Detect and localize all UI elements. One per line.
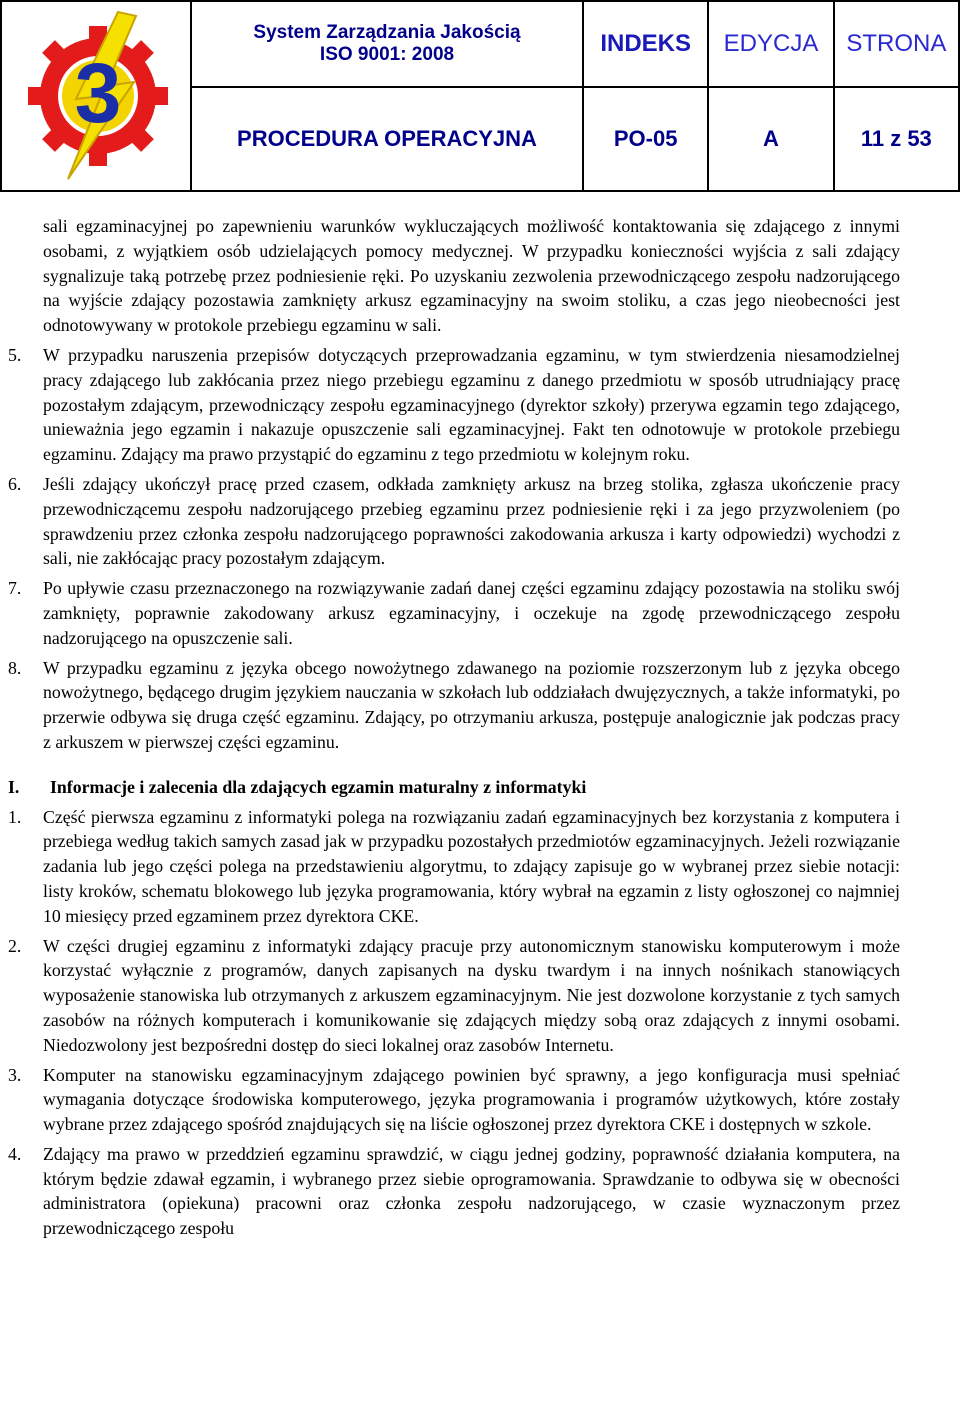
- list-item-number: 4.: [8, 1143, 22, 1164]
- system-line-1: System Zarządzania Jakością: [253, 22, 521, 43]
- list-item-number: 7.: [8, 578, 22, 599]
- list-item-text: Część pierwsza egzaminu z informatyki polega na rozwiązaniu zadań egzaminacyjnych bez korzystania z komputera i przebiega według takich samych zasad jak w przypadku pozostałych przedmiotów egzaminacyjnych. Jeżeli rozwiązanie zadania lub jego części polega na przedstawieniu algorytmu, to zdający zapisuje go w wybranej przez siebie notacji: listy kroków, schematu blokowego lub języka programowania, który wybrał na egzamin z listy ogłoszonej co najmniej 10 miesięcy przed egzaminem przez dyrektora CKE.: [43, 806, 900, 926]
- list-item-text: Zdający ma prawo w przeddzień egzaminu sprawdzić, w ciągu jednej godziny, poprawność działania komputera, na którym będzie zdawał egzamin, i wybranego przez siebie oprogramowania. Sprawdzanie to odbywa się w obecności administratora (opiekuna) pracowni oraz członka zespołu nadzorującego, w czasie wyznaczonym przez przewodniczącego zespołu: [43, 1143, 900, 1239]
- list-item-text: W części drugiej egzaminu z informatyki zdający pracuje przy autonomicznym stanowisku komputerowym i może korzystać wyłącznie z programów, danych zapisanych na dysku twardym i na innych nośnikach stanowiących wyposażenie stanowiska lub otrzymanych z arkuszem egzaminacyjnym. Nie jest dozwolone korzystanie z tych samych zasobów na różnych komputerach i komunikowanie się zdających między sobą oraz zdających z innymi osobami. Niedozwolony jest bezpośredni dostęp do sieci lokalnej oraz zasobów Internetu.: [43, 935, 900, 1055]
- list-item: [8, 472, 900, 571]
- list-item: [8, 1063, 900, 1137]
- list-item-number: 5.: [8, 344, 22, 365]
- edition-label: EDYCJA: [708, 1, 833, 87]
- section-number: I.: [8, 776, 20, 797]
- list-item-number: 1.: [8, 806, 22, 827]
- list-item: [8, 934, 900, 1058]
- edition-value: A: [708, 87, 833, 191]
- list-item-text: Komputer na stanowisku egzaminacyjnym zdającego powinien być sprawny, a jego konfiguracja musi spełniać wymagania dotyczące środowiska komputerowego, języka programowania i programów użytkowych, które zostały wybrane przez zdającego spośród znajdujących się na liście ogłoszonej przez dyrektora CKE i dostępnych w szkole.: [43, 1064, 900, 1135]
- list-item-text: W przypadku egzaminu z języka obcego nowożytnego zdawanego na poziomie rozszerzonym lub z języka obcego nowożytnego, będącego drugim językiem nauczania w szkołach lub oddziałach dwujęzycznych, a także informatyki, po przerwie odbywa się druga część egzaminu. Zdający, po otrzymaniu arkusza, postępuje analogicznie jak podczas pracy z arkuszem w pierwszej części egzaminu.: [43, 657, 900, 752]
- procedure-label: PROCEDURA OPERACYJNA: [191, 87, 583, 191]
- list-item-number: 8.: [8, 657, 22, 678]
- list-item-text: W przypadku naruszenia przepisów dotyczących przeprowadzania egzaminu, w tym stwierdzenia niesamodzielnej pracy zdającego lub zakłócania przez niego przebiegu egzaminu z danego przedmiotu w sposób utrudniający pracę pozostałym zdającym, przewodniczący zespołu egzaminacyjnego (dyrektor szkoły) przerywa egzamin tego zdającego, unieważnia jego egzamin i nakazuje opuszczenie sali egzaminacyjnej. Fakt ten odnotowuje w protokole przebiegu egzaminu. Zdający ma prawo przystąpić do egzaminu z tego przedmiotu w kolejnym roku.: [43, 344, 900, 465]
- logo-cell: [1, 1, 191, 191]
- system-cell: [191, 1, 583, 87]
- list-item: [8, 1142, 900, 1241]
- page-label: STRONA: [834, 1, 959, 87]
- school-logo-icon: [6, 4, 186, 184]
- list-item-number: 2.: [8, 935, 22, 956]
- system-line-2: ISO 9001: 2008: [319, 44, 455, 65]
- list-item: [8, 576, 900, 650]
- document-header: [0, 0, 960, 192]
- list-item: [8, 805, 900, 929]
- document-body: [8, 214, 900, 1246]
- section-title: Informacje i zalecenia dla zdających egzamin maturalny z informatyki: [50, 776, 587, 797]
- list-item-number: 3.: [8, 1064, 22, 1085]
- logo-number: 3: [74, 45, 122, 140]
- index-value: PO-05: [583, 87, 708, 191]
- page-value: 11 z 53: [834, 87, 959, 191]
- index-label: INDEKS: [583, 1, 708, 87]
- list-item: [8, 656, 900, 755]
- section-heading: [8, 775, 900, 800]
- continuation-paragraph: sali egzaminacyjnej po zapewnieniu warunków wykluczających możliwość kontaktowania się zdającego z innymi osobami, z wyjątkiem osób udzielających pomocy medycznej. W przypadku konieczności wyjścia z sali zdający sygnalizuje taką potrzebę przez podniesienie ręki. Po uzyskaniu zezwolenia przewodniczącego zespołu nadzorującego na wyjście zdający pozostawia zamknięty arkusz egzaminacyjny na swoim stoliku, a czas jego nieobecności jest odnotowywany w protokole przebiegu egzaminu w sali.: [43, 216, 900, 336]
- list-item-text: Jeśli zdający ukończył pracę przed czasem, odkłada zamknięty arkusz na brzeg stolika, zgłasza ukończenie pracy przewodniczącemu zespołu nadzorującego przebieg egzaminu przez podniesienie ręki i za jego przyzwoleniem (po sprawdzeniu przez członka zespołu nadzorującego poprawności zakodowania arkusza i karty odpowiedzi) wychodzi z sali, nie zakłócając pracy pozostałym zdającym.: [43, 473, 900, 569]
- list-item-number: 6.: [8, 473, 22, 494]
- list-item: [8, 343, 900, 467]
- list-item-text: Po upływie czasu przeznaczonego na rozwiązywanie zadań danej części egzaminu zdający pozostawia na stoliku swój zamknięty, poprawnie zakodowany arkusz egzaminacyjny, i oczekuje na zgodę przewodniczącego zespołu nadzorującego na opuszczenie sali.: [43, 578, 900, 648]
